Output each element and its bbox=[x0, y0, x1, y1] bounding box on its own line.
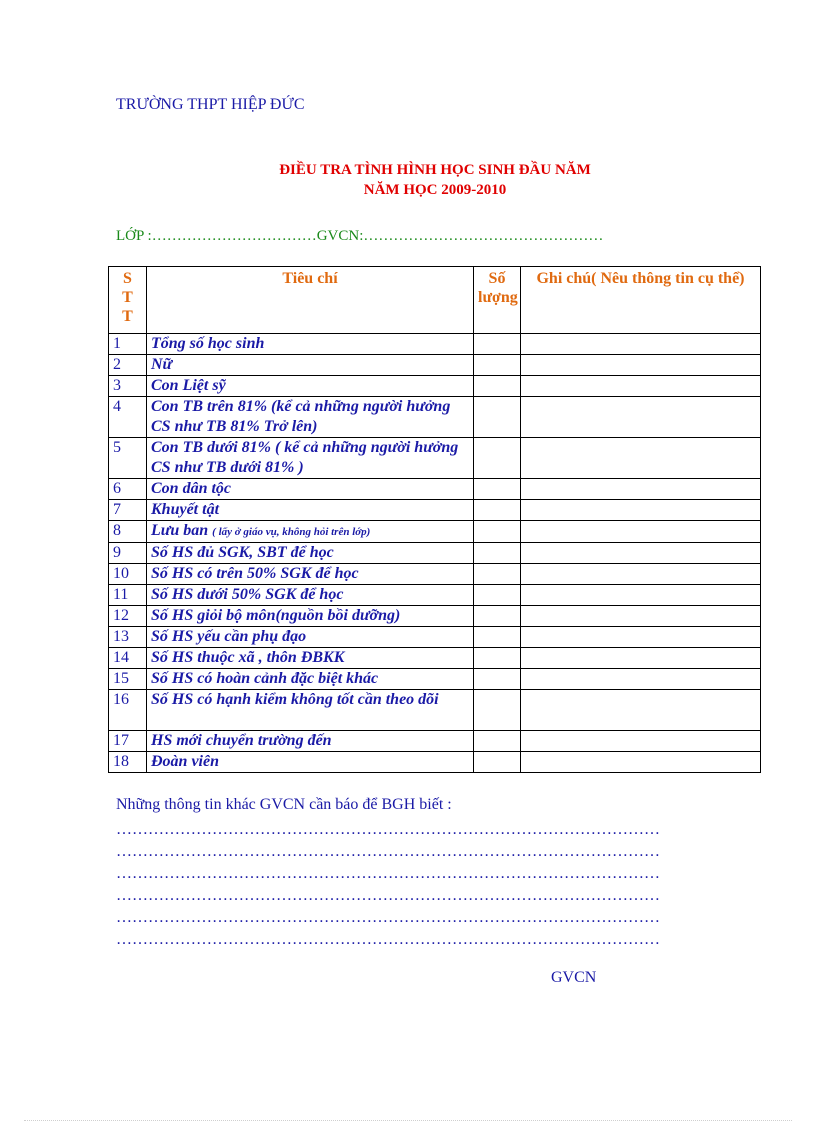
table-row bbox=[109, 606, 761, 627]
row-number: 11 bbox=[109, 585, 147, 606]
row-quantity-cell[interactable] bbox=[474, 752, 521, 773]
row-criteria: Nữ bbox=[147, 355, 474, 376]
row-quantity-cell[interactable] bbox=[474, 479, 521, 500]
row-note-cell[interactable] bbox=[521, 334, 761, 355]
page-divider bbox=[24, 1120, 792, 1121]
row-criteria: HS mới chuyển trường đến bbox=[147, 731, 474, 752]
table-header-row bbox=[109, 267, 761, 334]
row-note-cell[interactable] bbox=[521, 438, 761, 479]
row-quantity-cell[interactable] bbox=[474, 564, 521, 585]
table-row bbox=[109, 648, 761, 669]
row-quantity-cell[interactable] bbox=[474, 648, 521, 669]
row-quantity-cell[interactable] bbox=[474, 355, 521, 376]
row-criteria: Số HS dưới 50% SGK để học bbox=[147, 585, 474, 606]
row-criteria: Số HS yếu cần phụ đạo bbox=[147, 627, 474, 648]
row-note-cell[interactable] bbox=[521, 543, 761, 564]
row-number: 9 bbox=[109, 543, 147, 564]
header-quantity: Số lượng bbox=[474, 267, 521, 334]
row-criteria: Con TB dưới 81% ( kể cả những người hưởng CS như TB dưới 81% ) bbox=[147, 438, 474, 479]
class-teacher-line: LỚP :……………………………GVCN:………………………………………… bbox=[116, 228, 604, 244]
header-criteria: Tiêu chí bbox=[147, 267, 474, 334]
row-number: 1 bbox=[109, 334, 147, 355]
row-criteria: Số HS thuộc xã , thôn ĐBKK bbox=[147, 648, 474, 669]
table-row bbox=[109, 690, 761, 731]
other-info-label: Những thông tin khác GVCN cần báo để BGH biết : bbox=[116, 796, 452, 813]
row-number: 3 bbox=[109, 376, 147, 397]
document-title: ĐIỀU TRA TÌNH HÌNH HỌC SINH ĐẦU NĂM bbox=[279, 162, 591, 178]
row-quantity-cell[interactable] bbox=[474, 731, 521, 752]
row-number: 6 bbox=[109, 479, 147, 500]
table-row bbox=[109, 521, 761, 543]
row-number: 16 bbox=[109, 690, 147, 731]
header-stt: S T T bbox=[109, 267, 147, 334]
survey-table bbox=[108, 266, 761, 773]
row-quantity-cell[interactable] bbox=[474, 543, 521, 564]
row-note-cell[interactable] bbox=[521, 521, 761, 543]
row-criteria: Lưu ban ( lấy ở giáo vụ, không hỏi trên lớp) bbox=[147, 521, 474, 543]
row-note-cell[interactable] bbox=[521, 564, 761, 585]
row-quantity-cell[interactable] bbox=[474, 376, 521, 397]
row-note-cell[interactable] bbox=[521, 752, 761, 773]
row-quantity-cell[interactable] bbox=[474, 438, 521, 479]
row-quantity-cell[interactable] bbox=[474, 521, 521, 543]
table-row bbox=[109, 669, 761, 690]
row-criteria: Số HS đủ SGK, SBT để học bbox=[147, 543, 474, 564]
row-quantity-cell[interactable] bbox=[474, 606, 521, 627]
row-quantity-cell[interactable] bbox=[474, 585, 521, 606]
header-note: Ghi chú( Nêu thông tin cụ thể) bbox=[521, 267, 761, 334]
row-number: 7 bbox=[109, 500, 147, 521]
table-row bbox=[109, 500, 761, 521]
dotted-line[interactable]: ………………………………………………………………………………………… bbox=[116, 843, 660, 860]
row-criteria: Con dân tộc bbox=[147, 479, 474, 500]
row-criteria: Số HS giỏi bộ môn(nguồn bồi dưỡng) bbox=[147, 606, 474, 627]
criteria-annotation: ( lấy ở giáo vụ, không hỏi trên lớp) bbox=[212, 526, 371, 538]
row-note-cell[interactable] bbox=[521, 376, 761, 397]
table-row bbox=[109, 627, 761, 648]
row-note-cell[interactable] bbox=[521, 627, 761, 648]
dotted-line[interactable]: ………………………………………………………………………………………… bbox=[116, 909, 660, 926]
row-number: 13 bbox=[109, 627, 147, 648]
row-note-cell[interactable] bbox=[521, 585, 761, 606]
dotted-line[interactable]: ………………………………………………………………………………………… bbox=[116, 865, 660, 882]
row-number: 17 bbox=[109, 731, 147, 752]
row-criteria: Số HS có hoàn cảnh đặc biệt khác bbox=[147, 669, 474, 690]
row-note-cell[interactable] bbox=[521, 669, 761, 690]
row-number: 5 bbox=[109, 438, 147, 479]
row-number: 8 bbox=[109, 521, 147, 543]
table-row bbox=[109, 438, 761, 479]
row-quantity-cell[interactable] bbox=[474, 627, 521, 648]
row-number: 12 bbox=[109, 606, 147, 627]
dotted-line[interactable]: ………………………………………………………………………………………… bbox=[116, 931, 660, 948]
dotted-line[interactable]: ………………………………………………………………………………………… bbox=[116, 821, 660, 838]
row-note-cell[interactable] bbox=[521, 690, 761, 731]
table-row bbox=[109, 479, 761, 500]
row-quantity-cell[interactable] bbox=[474, 334, 521, 355]
row-quantity-cell[interactable] bbox=[474, 397, 521, 438]
table-row bbox=[109, 334, 761, 355]
school-name: TRƯỜNG THPT HIỆP ĐỨC bbox=[116, 96, 305, 113]
dotted-line[interactable]: ………………………………………………………………………………………… bbox=[116, 887, 660, 904]
table-row bbox=[109, 585, 761, 606]
row-note-cell[interactable] bbox=[521, 648, 761, 669]
table-row bbox=[109, 731, 761, 752]
school-year: NĂM HỌC 2009-2010 bbox=[363, 182, 507, 198]
row-number: 4 bbox=[109, 397, 147, 438]
row-quantity-cell[interactable] bbox=[474, 690, 521, 731]
row-criteria: Số HS có hạnh kiểm không tốt cần theo dõi bbox=[147, 690, 474, 731]
signature-label: GVCN bbox=[551, 969, 597, 986]
table-row bbox=[109, 397, 761, 438]
row-note-cell[interactable] bbox=[521, 355, 761, 376]
table-row bbox=[109, 355, 761, 376]
row-number: 14 bbox=[109, 648, 147, 669]
row-criteria: Tổng số học sinh bbox=[147, 334, 474, 355]
row-quantity-cell[interactable] bbox=[474, 669, 521, 690]
row-criteria: Khuyết tật bbox=[147, 500, 474, 521]
row-number: 10 bbox=[109, 564, 147, 585]
row-number: 2 bbox=[109, 355, 147, 376]
table-row bbox=[109, 752, 761, 773]
row-note-cell[interactable] bbox=[521, 397, 761, 438]
table-row bbox=[109, 543, 761, 564]
row-note-cell[interactable] bbox=[521, 500, 761, 521]
row-criteria: Đoàn viên bbox=[147, 752, 474, 773]
row-note-cell[interactable] bbox=[521, 479, 761, 500]
row-criteria: Số HS có trên 50% SGK để học bbox=[147, 564, 474, 585]
row-number: 18 bbox=[109, 752, 147, 773]
row-note-cell[interactable] bbox=[521, 606, 761, 627]
row-number: 15 bbox=[109, 669, 147, 690]
row-criteria: Con TB trên 81% (kể cả những người hưởng CS như TB 81% Trở lên) bbox=[147, 397, 474, 438]
table-row bbox=[109, 564, 761, 585]
row-note-cell[interactable] bbox=[521, 731, 761, 752]
row-quantity-cell[interactable] bbox=[474, 500, 521, 521]
row-criteria: Con Liệt sỹ bbox=[147, 376, 474, 397]
table-row bbox=[109, 376, 761, 397]
